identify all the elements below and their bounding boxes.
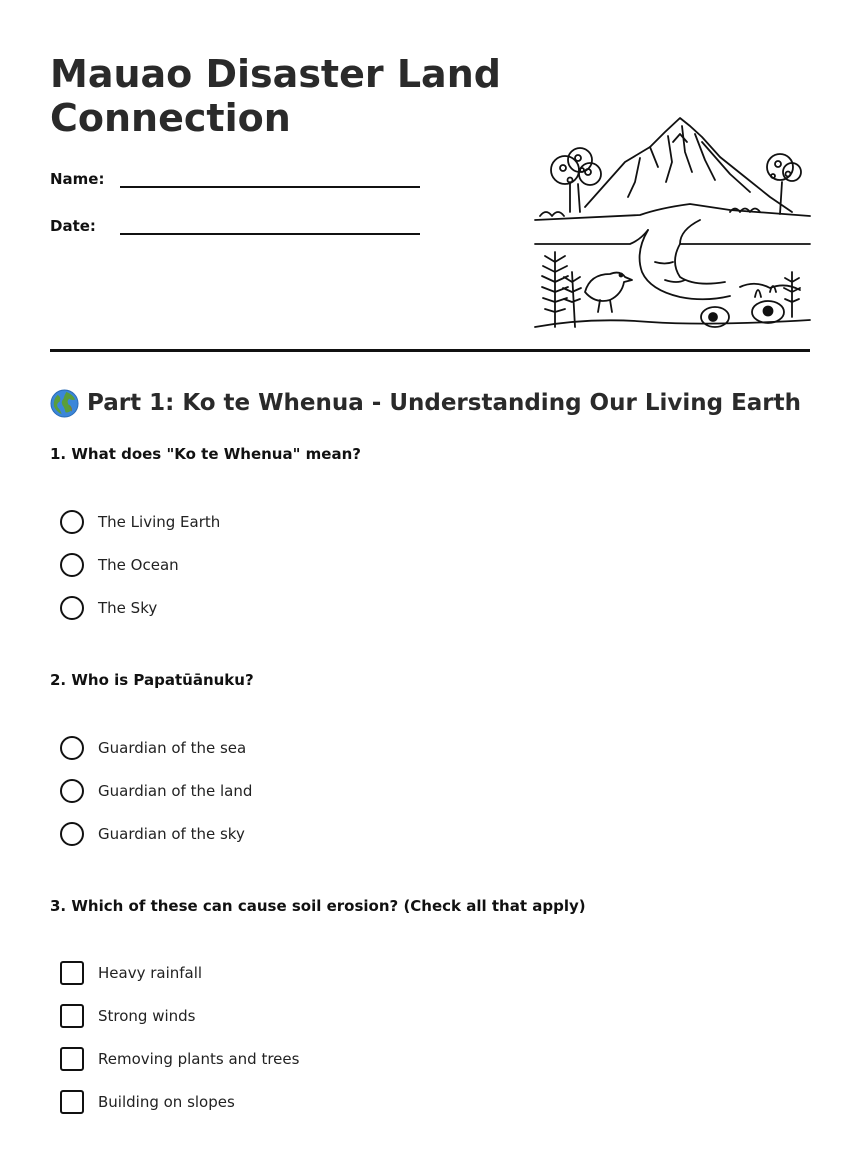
title-line-2: Connection: [50, 96, 291, 140]
option-label: Guardian of the sky: [98, 825, 245, 843]
name-input-line[interactable]: [120, 166, 420, 188]
q3-option-2[interactable]: [60, 1004, 196, 1028]
mountain-landscape-illustration: [530, 112, 812, 334]
option-label: The Living Earth: [98, 513, 221, 531]
q3-option-3[interactable]: [60, 1047, 299, 1071]
section-heading: [50, 387, 801, 419]
option-label: The Ocean: [98, 556, 179, 574]
section-heading-text: Part 1: Ko te Whenua - Understanding Our Living Earth: [87, 390, 802, 416]
q1-option-2[interactable]: [60, 553, 179, 577]
q3-option-4[interactable]: [60, 1090, 235, 1114]
checkbox[interactable]: [60, 1047, 84, 1071]
title-line-1: Mauao Disaster Land: [50, 52, 501, 96]
q2-option-2[interactable]: [60, 779, 252, 803]
option-label: The Sky: [98, 599, 158, 617]
name-label: Name:: [50, 170, 105, 188]
radio-button[interactable]: [60, 822, 84, 846]
radio-button[interactable]: [60, 596, 84, 620]
radio-button[interactable]: [60, 779, 84, 803]
radio-button[interactable]: [60, 553, 84, 577]
q2-option-3[interactable]: [60, 822, 245, 846]
option-label: Removing plants and trees: [98, 1050, 300, 1068]
date-label: Date:: [50, 217, 96, 235]
q2-option-1[interactable]: [60, 736, 246, 760]
radio-button[interactable]: [60, 510, 84, 534]
option-label: Heavy rainfall: [98, 964, 203, 982]
option-label: Guardian of the land: [98, 782, 253, 800]
date-input-line[interactable]: [120, 213, 420, 235]
radio-button[interactable]: [60, 736, 84, 760]
globe-icon: [50, 389, 79, 418]
q1-option-1[interactable]: [60, 510, 220, 534]
option-label: Strong winds: [98, 1007, 196, 1025]
question-2: 2. Who is Papatūānuku?: [50, 671, 254, 689]
checkbox[interactable]: [60, 1004, 84, 1028]
checkbox[interactable]: [60, 961, 84, 985]
q1-option-3[interactable]: [60, 596, 157, 620]
option-label: Building on slopes: [98, 1093, 235, 1111]
question-1: 1. What does "Ko te Whenua" mean?: [50, 445, 361, 463]
q3-option-1[interactable]: [60, 961, 202, 985]
name-field[interactable]: [50, 166, 420, 188]
date-field[interactable]: [50, 213, 420, 235]
worksheet-title: [50, 52, 520, 140]
checkbox[interactable]: [60, 1090, 84, 1114]
question-3: 3. Which of these can cause soil erosion? (Check all that apply): [50, 897, 586, 915]
section-divider: [50, 349, 810, 352]
option-label: Guardian of the sea: [98, 739, 247, 757]
